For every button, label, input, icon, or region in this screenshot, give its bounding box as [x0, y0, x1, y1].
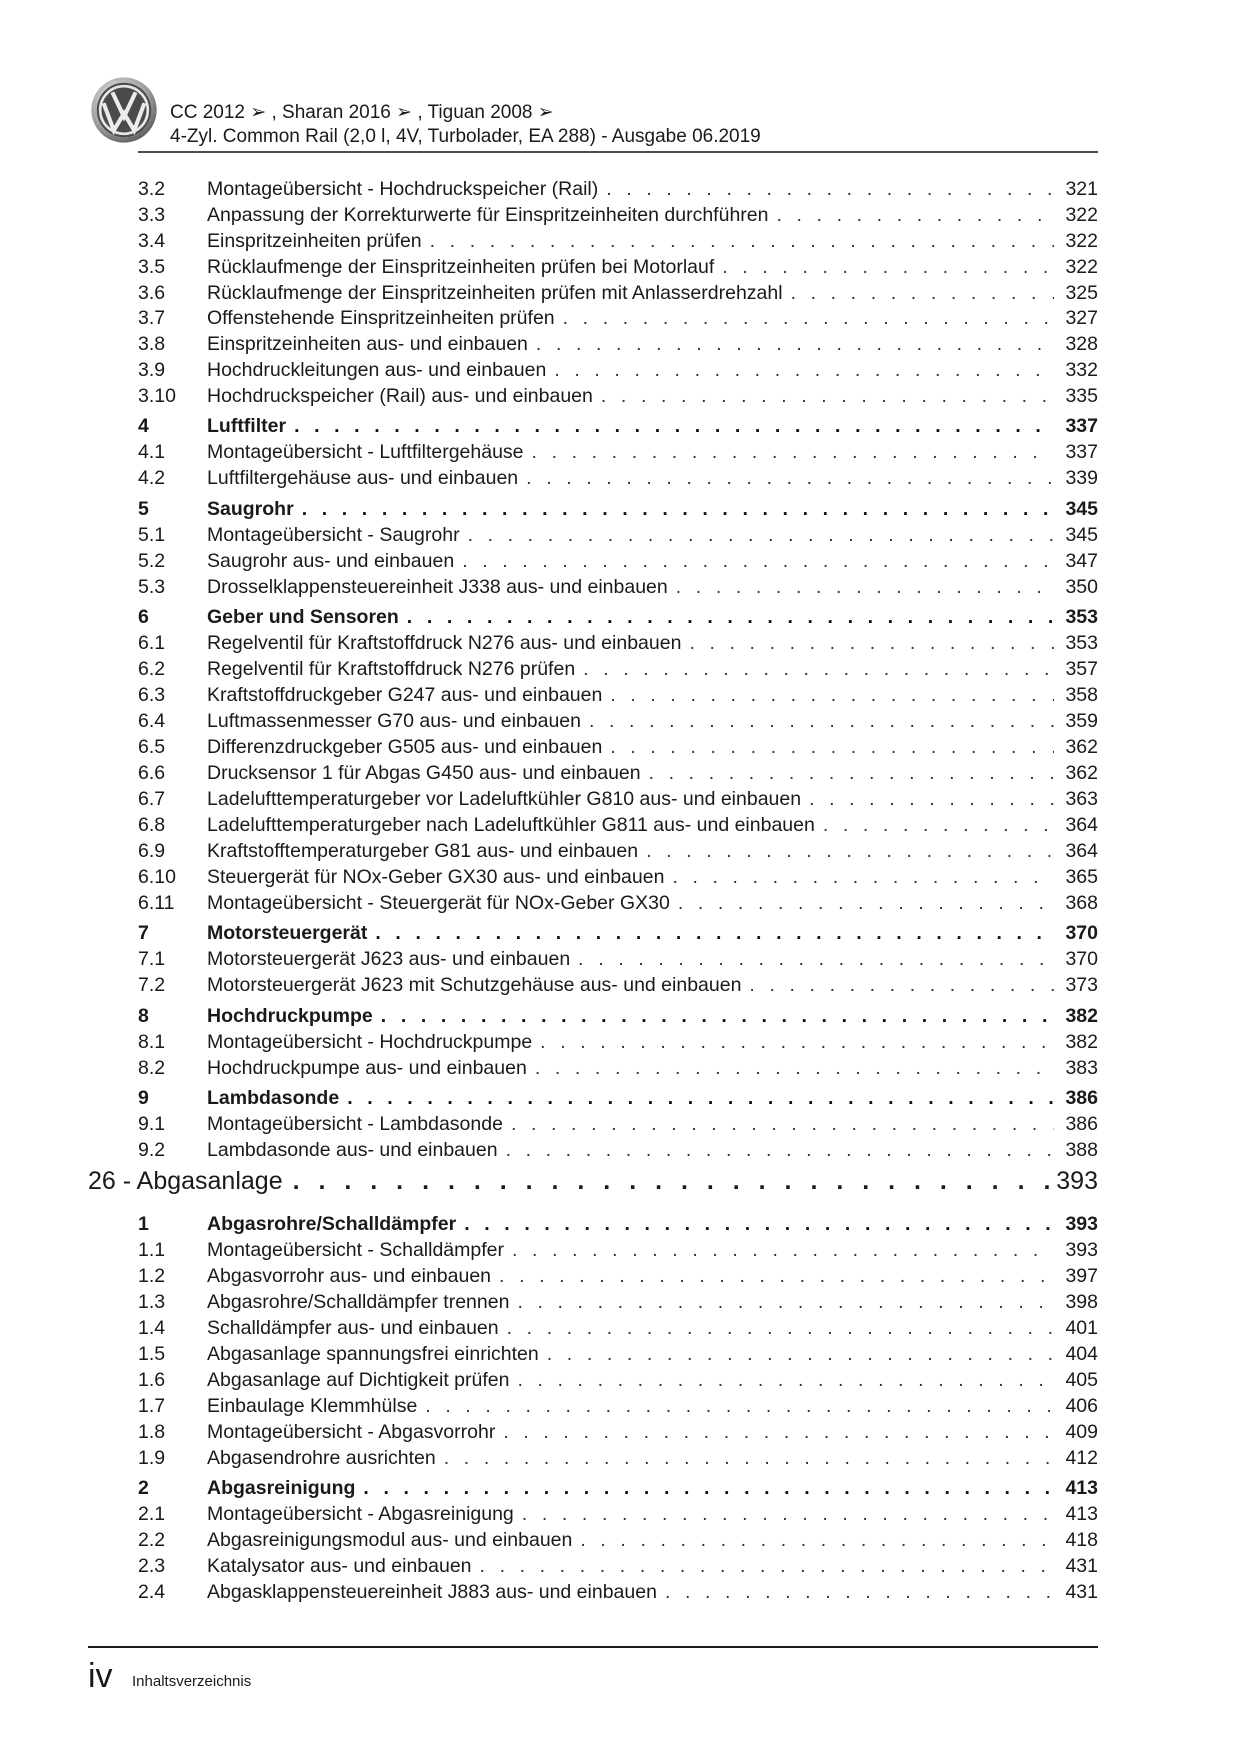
dot-leader [532, 439, 1054, 465]
toc-entry-page: 406 [1065, 1395, 1098, 1417]
toc-entry-page: 358 [1065, 684, 1098, 706]
toc-entry-title: Regelventil für Kraftstoffdruck N276 aus- und einbauen [207, 632, 682, 654]
dot-leader [547, 1341, 1054, 1367]
dot-leader [809, 786, 1054, 812]
dot-leader [563, 305, 1054, 331]
toc-entry-title: Rücklaufmenge der Einspritzeinheiten prüfen mit Anlasserdrehzahl [207, 282, 783, 304]
toc-entry-page: 431 [1065, 1555, 1098, 1577]
toc-entry-title: Abgasreinigungsmodul aus- und einbauen [207, 1529, 573, 1551]
toc-entry-number: 3.3 [138, 204, 166, 226]
toc-entry-title: Luftfiltergehäuse aus- und einbauen [207, 467, 519, 489]
toc-entry-number: 3.2 [138, 178, 166, 200]
toc-entry-number: 3.7 [138, 307, 166, 329]
toc-entry-number: 6.8 [138, 814, 166, 836]
toc-entry[interactable] [138, 439, 1098, 465]
dot-leader [601, 383, 1054, 409]
toc-entry-page: 353 [1065, 606, 1098, 628]
toc-entry[interactable] [138, 305, 1098, 331]
toc-entry-page: 393 [1065, 1213, 1098, 1235]
dot-leader [722, 254, 1054, 280]
toc-entry-number: 5.3 [138, 576, 166, 598]
toc-entry-title: Montageübersicht - Saugrohr [207, 524, 460, 546]
toc-entry[interactable] [138, 1445, 1098, 1471]
dot-leader [583, 656, 1054, 682]
toc-entry-title: Montageübersicht - Abgasvorrohr [207, 1421, 496, 1443]
toc-entry[interactable] [138, 383, 1098, 409]
toc-entry-title: Montageübersicht - Luftfiltergehäuse [207, 441, 524, 463]
toc-entry-number: 6.6 [138, 762, 166, 784]
toc-entry-title: Abgasendrohre ausrichten [207, 1447, 436, 1469]
toc-entry-title: Saugrohr [207, 498, 294, 520]
toc-entry[interactable] [138, 838, 1098, 864]
dot-leader [517, 1289, 1054, 1315]
toc-entry-number: 9.2 [138, 1139, 166, 1161]
toc-entry[interactable] [138, 864, 1098, 890]
toc-entry-title: Abgasvorrohr aus- und einbauen [207, 1265, 492, 1287]
toc-entry[interactable] [138, 1553, 1098, 1579]
toc-entry-page: 386 [1065, 1087, 1098, 1109]
toc-entry-page: 401 [1065, 1317, 1098, 1339]
dot-leader [425, 1393, 1054, 1419]
toc-entry-page: 347 [1065, 550, 1098, 572]
toc-entry-title: Ladelufttemperaturgeber vor Ladeluftkühler G810 aus- und einbauen [207, 788, 802, 810]
toc-section[interactable] [138, 1211, 1098, 1237]
dot-leader [535, 1055, 1054, 1081]
toc-entry-page: 388 [1065, 1139, 1098, 1161]
toc-entry-number: 2.1 [138, 1503, 166, 1525]
toc-entry-number: 6.5 [138, 736, 166, 758]
dot-leader [430, 228, 1054, 254]
toc-entry-number: 7.1 [138, 948, 166, 970]
toc-entry-title: Kraftstofftemperaturgeber G81 aus- und einbauen [207, 840, 639, 862]
toc-entry-number: 9.1 [138, 1113, 166, 1135]
toc-entry[interactable] [138, 357, 1098, 383]
toc-entry[interactable] [138, 1419, 1098, 1445]
toc-entry-title: Steuergerät für NOx-Geber GX30 aus- und einbauen [207, 866, 665, 888]
header-models: CC 2012 ➢ , Sharan 2016 ➢ , Tiguan 2008 ➢ [170, 102, 554, 123]
toc-entry-title: Lambdasonde [207, 1087, 340, 1109]
toc-entry[interactable] [138, 1111, 1098, 1137]
toc-entry-number: 1.7 [138, 1395, 166, 1417]
vw-logo-icon [90, 76, 158, 144]
dot-leader [507, 1315, 1054, 1341]
toc-entry-title: Drosselklappensteuereinheit J338 aus- und einbauen [207, 576, 668, 598]
toc-entry-number: 1 [138, 1213, 149, 1235]
toc-entry-number: 1.2 [138, 1265, 166, 1287]
toc-entry-page: 328 [1065, 333, 1098, 355]
toc-entry[interactable] [138, 890, 1098, 916]
toc-entry-title: Geber und Sensoren [207, 606, 399, 628]
toc-entry[interactable] [138, 331, 1098, 357]
toc-entry-title: Anpassung der Korrekturwerte für Einspritzeinheiten durchführen [207, 204, 769, 226]
toc-entry[interactable] [138, 202, 1098, 228]
dot-leader [506, 1137, 1054, 1163]
toc-entry-page: 345 [1065, 524, 1098, 546]
toc-entry-page: 359 [1065, 710, 1098, 732]
toc-entry-number: 3.4 [138, 230, 166, 252]
toc-entry-number: 8 [138, 1005, 149, 1027]
toc-entry-page: 327 [1065, 307, 1098, 329]
toc-entry-title: Abgasklappensteuereinheit J883 aus- und einbauen [207, 1581, 657, 1603]
dot-leader [589, 708, 1054, 734]
toc-entry-title: Montageübersicht - Hochdruckpumpe [207, 1031, 533, 1053]
toc-section[interactable] [138, 1085, 1098, 1111]
toc-entry[interactable] [138, 1263, 1098, 1289]
toc-entry-title: Montageübersicht - Schalldämpfer [207, 1239, 504, 1261]
toc-entry-page: 368 [1065, 892, 1098, 914]
toc-entry-page: 337 [1065, 441, 1098, 463]
toc-entry[interactable] [138, 972, 1098, 998]
toc-entry-title: Motorsteuergerät J623 mit Schutzgehäuse aus- und einbauen [207, 974, 742, 996]
toc-entry-title: Abgasrohre/Schalldämpfer [207, 1213, 457, 1235]
toc-entry-number: 6.2 [138, 658, 166, 680]
toc-entry-page: 350 [1065, 576, 1098, 598]
header-engine-edition: 4-Zyl. Common Rail (2,0 l, 4V, Turbolader, EA 288) - Ausgabe 06.2019 [170, 126, 761, 147]
dot-leader [293, 1164, 1051, 1198]
toc-entry-title: Hochdruckleitungen aus- und einbauen [207, 359, 547, 381]
toc-entry-title: Rücklaufmenge der Einspritzeinheiten prüfen bei Motorlauf [207, 256, 715, 278]
toc-entry-number: 3.5 [138, 256, 166, 278]
toc-entry-page: 397 [1065, 1265, 1098, 1287]
toc-entry-page: 322 [1065, 230, 1098, 252]
toc-entry-number: 2 [138, 1477, 149, 1499]
toc-section[interactable] [138, 604, 1098, 630]
toc-entry[interactable] [138, 1315, 1098, 1341]
toc-entry-title: Luftmassenmesser G70 aus- und einbauen [207, 710, 581, 732]
toc-entry[interactable] [138, 630, 1098, 656]
toc-entry[interactable] [138, 1367, 1098, 1393]
toc-chapter-page: 393 [1056, 1167, 1098, 1195]
toc-section[interactable] [138, 413, 1098, 439]
toc-entry-title: Abgasanlage spannungsfrei einrichten [207, 1343, 539, 1365]
toc-entry[interactable] [138, 1527, 1098, 1553]
toc-entry-number: 3.9 [138, 359, 166, 381]
toc-entry[interactable] [138, 1237, 1098, 1263]
dot-leader [462, 548, 1054, 574]
toc-entry-page: 409 [1065, 1421, 1098, 1443]
toc-entry-page: 382 [1065, 1005, 1098, 1027]
toc-entry-number: 6.3 [138, 684, 166, 706]
dot-leader [540, 1029, 1054, 1055]
dot-leader [517, 1367, 1054, 1393]
toc-entry-page: 321 [1065, 178, 1098, 200]
dot-leader [610, 734, 1054, 760]
toc-entry-number: 3.6 [138, 282, 166, 304]
toc-entry-page: 413 [1065, 1503, 1098, 1525]
toc-entry[interactable] [138, 1341, 1098, 1367]
toc-entry[interactable] [138, 812, 1098, 838]
toc-entry-title: Regelventil für Kraftstoffdruck N276 prüfen [207, 658, 576, 680]
toc-entry[interactable] [138, 656, 1098, 682]
dot-leader [580, 1527, 1054, 1553]
toc-entry-page: 383 [1065, 1057, 1098, 1079]
toc-entry-number: 5 [138, 498, 149, 520]
toc-entry-number: 5.2 [138, 550, 166, 572]
dot-leader [444, 1445, 1054, 1471]
toc-entry-number: 8.1 [138, 1031, 166, 1053]
dot-leader [678, 890, 1054, 916]
toc-entry-title: Montageübersicht - Lambdasonde [207, 1113, 503, 1135]
toc-entry-number: 4 [138, 415, 149, 437]
toc-entry-page: 404 [1065, 1343, 1098, 1365]
dot-leader [554, 357, 1054, 383]
toc-entry-page: 370 [1065, 922, 1098, 944]
toc-entry[interactable] [138, 1393, 1098, 1419]
toc-entry-number: 5.1 [138, 524, 166, 546]
toc-entry[interactable] [138, 1501, 1098, 1527]
dot-leader [512, 1237, 1054, 1263]
toc-entry-number: 8.2 [138, 1057, 166, 1079]
toc-entry-page: 370 [1065, 948, 1098, 970]
toc-entry-number: 3.10 [138, 385, 176, 407]
toc-entry-number: 1.4 [138, 1317, 166, 1339]
toc-entry[interactable] [138, 522, 1098, 548]
dot-leader [649, 760, 1054, 786]
toc-entry[interactable] [138, 708, 1098, 734]
toc-entry[interactable] [138, 682, 1098, 708]
dot-leader [578, 946, 1054, 972]
dot-leader [646, 838, 1054, 864]
toc-entry[interactable] [138, 1137, 1098, 1163]
dot-leader [676, 574, 1054, 600]
toc-entry-title: Offenstehende Einspritzeinheiten prüfen [207, 307, 555, 329]
toc-entry[interactable] [138, 574, 1098, 600]
dot-leader [672, 864, 1054, 890]
toc-entry[interactable] [138, 228, 1098, 254]
toc-entry-title: Schalldämpfer aus- und einbauen [207, 1317, 499, 1339]
dot-leader [791, 280, 1054, 306]
dot-leader [499, 1263, 1054, 1289]
toc-entry[interactable] [138, 760, 1098, 786]
toc-entry-number: 6.11 [138, 892, 175, 914]
toc-entry-title: Luftfilter [207, 415, 287, 437]
toc-entry-page: 335 [1065, 385, 1098, 407]
toc-entry-page: 337 [1065, 415, 1098, 437]
toc-entry-title: Abgasreinigung [207, 1477, 356, 1499]
toc-entry-number: 1.9 [138, 1447, 166, 1469]
toc-entry-title: Abgasanlage auf Dichtigkeit prüfen [207, 1369, 510, 1391]
toc-entry-page: 362 [1065, 762, 1098, 784]
toc-entry-page: 325 [1065, 282, 1098, 304]
toc-entry[interactable] [138, 946, 1098, 972]
toc-entry-title: Montageübersicht - Abgasreinigung [207, 1503, 514, 1525]
toc-entry-number: 2.2 [138, 1529, 166, 1551]
toc-entry-title: Hochdruckpumpe [207, 1005, 373, 1027]
dot-leader [407, 604, 1054, 630]
dot-leader [606, 176, 1054, 202]
toc-entry-title: Hochdruckpumpe aus- und einbauen [207, 1057, 527, 1079]
toc-entry[interactable] [138, 465, 1098, 491]
toc-entry-number: 6 [138, 606, 149, 628]
dot-leader [347, 1085, 1054, 1111]
toc-entry-number: 1.6 [138, 1369, 166, 1391]
toc-entry-page: 412 [1065, 1447, 1098, 1469]
dot-leader [363, 1475, 1054, 1501]
toc-entry[interactable] [138, 176, 1098, 202]
toc-entry-page: 418 [1065, 1529, 1098, 1551]
toc-entry-number: 1.5 [138, 1343, 166, 1365]
toc-entry-number: 2.3 [138, 1555, 166, 1577]
toc-entry-number: 9 [138, 1087, 149, 1109]
toc-entry-number: 4.1 [138, 441, 166, 463]
dot-leader [689, 630, 1054, 656]
toc-entry-title: Differenzdruckgeber G505 aus- und einbauen [207, 736, 603, 758]
toc-entry-page: 405 [1065, 1369, 1098, 1391]
toc-entry-number: 4.2 [138, 467, 166, 489]
toc-entry-page: 345 [1065, 498, 1098, 520]
toc-entry-page: 363 [1065, 788, 1098, 810]
toc-entry-title: Motorsteuergerät [207, 922, 368, 944]
toc-entry-title: Montageübersicht - Steuergerät für NOx-Geber GX30 [207, 892, 670, 914]
toc-entry-title: Einspritzeinheiten aus- und einbauen [207, 333, 528, 355]
dot-leader [776, 202, 1054, 228]
toc-entry-number: 7.2 [138, 974, 166, 996]
toc-section[interactable] [138, 1475, 1098, 1501]
dot-leader [375, 920, 1054, 946]
dot-leader [464, 1211, 1054, 1237]
toc-entry-number: 1.3 [138, 1291, 166, 1313]
toc-entry-page: 353 [1065, 632, 1098, 654]
toc-entry-number: 6.1 [138, 632, 166, 654]
toc-entry[interactable] [138, 1579, 1098, 1605]
toc-entry[interactable] [138, 254, 1098, 280]
toc-entry-number: 6.9 [138, 840, 166, 862]
toc-entry-title: Einbaulage Klemmhülse [207, 1395, 418, 1417]
toc-entry-page: 322 [1065, 256, 1098, 278]
toc-entry-title: Ladelufttemperaturgeber nach Ladeluftkühler G811 aus- und einbauen [207, 814, 815, 836]
toc-entry[interactable] [138, 1055, 1098, 1081]
toc-entry[interactable] [138, 548, 1098, 574]
toc-entry-title: Einspritzeinheiten prüfen [207, 230, 422, 252]
toc-entry-number: 2.4 [138, 1581, 166, 1603]
toc-entry-page: 357 [1065, 658, 1098, 680]
dot-leader [665, 1579, 1054, 1605]
toc-section[interactable] [138, 920, 1098, 946]
toc-entry-number: 1.1 [138, 1239, 166, 1261]
toc-entry-page: 373 [1065, 974, 1098, 996]
dot-leader [302, 496, 1054, 522]
toc-entry-title: Katalysator aus- und einbauen [207, 1555, 472, 1577]
toc-entry-title: Abgasrohre/Schalldämpfer trennen [207, 1291, 510, 1313]
dot-leader [526, 465, 1054, 491]
dot-leader [468, 522, 1054, 548]
toc-entry-page: 364 [1065, 840, 1098, 862]
toc-entry-page: 364 [1065, 814, 1098, 836]
toc-entry-title: Kraftstoffdruckgeber G247 aus- und einbauen [207, 684, 603, 706]
dot-leader [522, 1501, 1054, 1527]
dot-leader [536, 331, 1054, 357]
dot-leader [294, 413, 1054, 439]
toc-entry-title: Motorsteuergerät J623 aus- und einbauen [207, 948, 571, 970]
toc-entry-title: Drucksensor 1 für Abgas G450 aus- und einbauen [207, 762, 641, 784]
dot-leader [480, 1553, 1054, 1579]
toc-section[interactable] [138, 1003, 1098, 1029]
footer-page-number: iv [88, 1657, 113, 1695]
toc-entry-number: 7 [138, 922, 149, 944]
toc-chapter-title: 26 - Abgasanlage [88, 1167, 283, 1195]
toc-entry-page: 413 [1065, 1477, 1098, 1499]
dot-leader [823, 812, 1054, 838]
header-divider [138, 151, 1098, 153]
toc-chapter[interactable] [88, 1164, 1098, 1198]
toc-entry[interactable] [138, 1029, 1098, 1055]
toc-entry-page: 386 [1065, 1113, 1098, 1135]
dot-leader [511, 1111, 1054, 1137]
toc-entry-page: 362 [1065, 736, 1098, 758]
toc-entry-page: 332 [1065, 359, 1098, 381]
toc-entry-page: 393 [1065, 1239, 1098, 1261]
toc-entry[interactable] [138, 734, 1098, 760]
footer-section-label: Inhaltsverzeichnis [132, 1673, 252, 1690]
toc-entry-number: 6.7 [138, 788, 166, 810]
toc-section[interactable] [138, 496, 1098, 522]
footer-divider [88, 1646, 1098, 1648]
dot-leader [610, 682, 1054, 708]
toc-entry-title: Lambdasonde aus- und einbauen [207, 1139, 498, 1161]
toc-entry-title: Saugrohr aus- und einbauen [207, 550, 455, 572]
dot-leader [381, 1003, 1054, 1029]
toc-entry-number: 6.10 [138, 866, 176, 888]
toc-entry-page: 382 [1065, 1031, 1098, 1053]
toc-entry-title: Hochdruckspeicher (Rail) aus- und einbauen [207, 385, 593, 407]
toc-entry-number: 6.4 [138, 710, 166, 732]
toc-entry[interactable] [138, 280, 1098, 306]
toc-entry-page: 365 [1065, 866, 1098, 888]
toc-entry[interactable] [138, 1289, 1098, 1315]
toc-entry-number: 1.8 [138, 1421, 166, 1443]
toc-entry[interactable] [138, 786, 1098, 812]
toc-entry-page: 339 [1065, 467, 1098, 489]
dot-leader [503, 1419, 1054, 1445]
toc-entry-page: 431 [1065, 1581, 1098, 1603]
toc-entry-page: 322 [1065, 204, 1098, 226]
toc-entry-title: Montageübersicht - Hochdruckspeicher (Rail) [207, 178, 599, 200]
toc-entry-page: 398 [1065, 1291, 1098, 1313]
dot-leader [749, 972, 1054, 998]
toc-entry-number: 3.8 [138, 333, 166, 355]
